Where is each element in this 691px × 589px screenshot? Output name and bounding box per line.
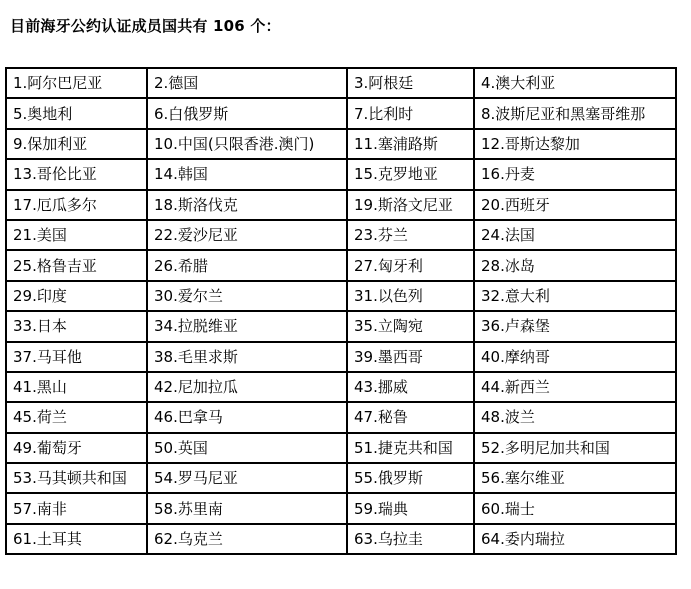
country-cell: 21.美国 bbox=[6, 220, 147, 250]
country-cell: 58.苏里南 bbox=[147, 493, 347, 523]
country-cell: 32.意大利 bbox=[474, 281, 676, 311]
table-row bbox=[6, 524, 676, 554]
country-cell: 16.丹麦 bbox=[474, 159, 676, 189]
country-cell: 52.多明尼加共和国 bbox=[474, 433, 676, 463]
country-cell: 38.毛里求斯 bbox=[147, 342, 347, 372]
country-cell: 3.阿根廷 bbox=[347, 68, 474, 98]
page-title: 目前海牙公约认证成员国共有 106 个： bbox=[10, 17, 281, 35]
country-cell: 23.芬兰 bbox=[347, 220, 474, 250]
country-cell: 60.瑞士 bbox=[474, 493, 676, 523]
country-cell: 8.波斯尼亚和黑塞哥维那 bbox=[474, 98, 676, 128]
country-cell: 5.奥地利 bbox=[6, 98, 147, 128]
country-cell: 61.土耳其 bbox=[6, 524, 147, 554]
country-cell: 2.德国 bbox=[147, 68, 347, 98]
table-row bbox=[6, 402, 676, 432]
country-cell: 47.秘鲁 bbox=[347, 402, 474, 432]
country-cell: 54.罗马尼亚 bbox=[147, 463, 347, 493]
country-cell: 35.立陶宛 bbox=[347, 311, 474, 341]
country-cell: 64.委内瑞拉 bbox=[474, 524, 676, 554]
country-cell: 22.爱沙尼亚 bbox=[147, 220, 347, 250]
table-row bbox=[6, 190, 676, 220]
country-cell: 1.阿尔巴尼亚 bbox=[6, 68, 147, 98]
country-cell: 55.俄罗斯 bbox=[347, 463, 474, 493]
country-cell: 56.塞尔维亚 bbox=[474, 463, 676, 493]
table-row bbox=[6, 372, 676, 402]
country-cell: 26.希腊 bbox=[147, 250, 347, 280]
country-cell: 46.巴拿马 bbox=[147, 402, 347, 432]
country-cell: 18.斯洛伐克 bbox=[147, 190, 347, 220]
country-cell: 20.西班牙 bbox=[474, 190, 676, 220]
table-row bbox=[6, 129, 676, 159]
country-cell: 49.葡萄牙 bbox=[6, 433, 147, 463]
country-cell: 31.以色列 bbox=[347, 281, 474, 311]
country-cell: 28.冰岛 bbox=[474, 250, 676, 280]
table-row bbox=[6, 159, 676, 189]
table-row bbox=[6, 433, 676, 463]
country-cell: 9.保加利亚 bbox=[6, 129, 147, 159]
table-row bbox=[6, 68, 676, 98]
country-cell: 50.英国 bbox=[147, 433, 347, 463]
country-cell: 57.南非 bbox=[6, 493, 147, 523]
country-cell: 43.挪威 bbox=[347, 372, 474, 402]
table-row bbox=[6, 342, 676, 372]
country-cell: 27.匈牙利 bbox=[347, 250, 474, 280]
member-countries-table bbox=[5, 67, 677, 555]
country-cell: 48.波兰 bbox=[474, 402, 676, 432]
country-cell: 59.瑞典 bbox=[347, 493, 474, 523]
table-row bbox=[6, 250, 676, 280]
country-cell: 29.印度 bbox=[6, 281, 147, 311]
member-countries-table-body bbox=[6, 68, 676, 554]
table-row bbox=[6, 220, 676, 250]
country-cell: 33.日本 bbox=[6, 311, 147, 341]
country-cell: 44.新西兰 bbox=[474, 372, 676, 402]
country-cell: 7.比利时 bbox=[347, 98, 474, 128]
country-cell: 15.克罗地亚 bbox=[347, 159, 474, 189]
country-cell: 12.哥斯达黎加 bbox=[474, 129, 676, 159]
table-row bbox=[6, 98, 676, 128]
country-cell: 63.乌拉圭 bbox=[347, 524, 474, 554]
table-row bbox=[6, 493, 676, 523]
country-cell: 45.荷兰 bbox=[6, 402, 147, 432]
country-cell: 6.白俄罗斯 bbox=[147, 98, 347, 128]
country-cell: 51.捷克共和国 bbox=[347, 433, 474, 463]
country-cell: 42.尼加拉瓜 bbox=[147, 372, 347, 402]
country-cell: 53.马其顿共和国 bbox=[6, 463, 147, 493]
country-cell: 40.摩纳哥 bbox=[474, 342, 676, 372]
table-row bbox=[6, 311, 676, 341]
country-cell: 34.拉脱维亚 bbox=[147, 311, 347, 341]
country-cell: 39.墨西哥 bbox=[347, 342, 474, 372]
country-cell: 19.斯洛文尼亚 bbox=[347, 190, 474, 220]
country-cell: 11.塞浦路斯 bbox=[347, 129, 474, 159]
country-cell: 10.中国(只限香港.澳门) bbox=[147, 129, 347, 159]
table-row bbox=[6, 281, 676, 311]
country-cell: 30.爱尔兰 bbox=[147, 281, 347, 311]
country-cell: 4.澳大利亚 bbox=[474, 68, 676, 98]
country-cell: 25.格鲁吉亚 bbox=[6, 250, 147, 280]
table-row bbox=[6, 463, 676, 493]
country-cell: 37.马耳他 bbox=[6, 342, 147, 372]
country-cell: 14.韩国 bbox=[147, 159, 347, 189]
country-cell: 62.乌克兰 bbox=[147, 524, 347, 554]
country-cell: 41.黑山 bbox=[6, 372, 147, 402]
country-cell: 13.哥伦比亚 bbox=[6, 159, 147, 189]
country-cell: 17.厄瓜多尔 bbox=[6, 190, 147, 220]
country-cell: 24.法国 bbox=[474, 220, 676, 250]
country-cell: 36.卢森堡 bbox=[474, 311, 676, 341]
